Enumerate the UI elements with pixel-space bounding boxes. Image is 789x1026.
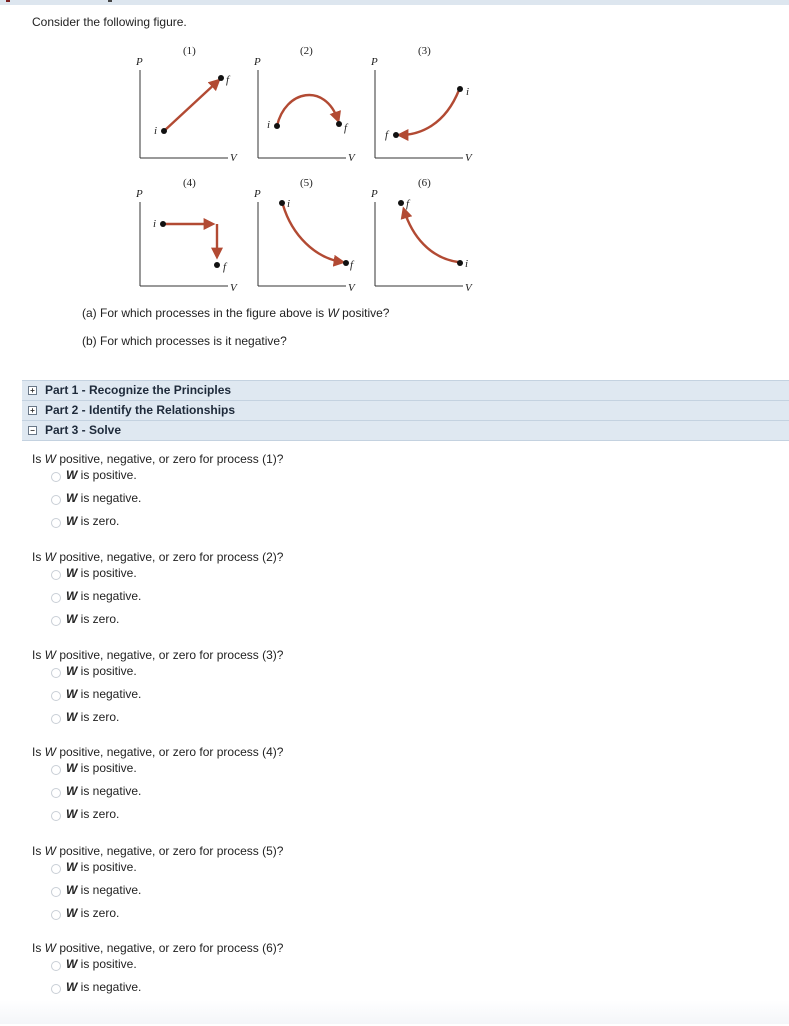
pv-diagram-figure — [120, 40, 500, 300]
option-variable: W — [66, 807, 78, 821]
question-variable: W — [44, 745, 56, 759]
option-variable: W — [66, 664, 78, 678]
radio-button[interactable] — [51, 495, 61, 505]
panel-1 — [135, 45, 238, 164]
radio-button[interactable] — [51, 984, 61, 994]
question-body: positive, negative, or zero for process (2)? — [56, 550, 284, 564]
process-path — [283, 205, 342, 262]
initial-point — [457, 260, 463, 266]
x-axis-label: V — [230, 282, 237, 294]
radio-button[interactable] — [51, 691, 61, 701]
initial-point — [161, 128, 167, 134]
question-variable: W — [44, 452, 56, 466]
y-axis-label: P — [136, 56, 143, 68]
radio-button[interactable] — [51, 788, 61, 798]
option-label: is negative. — [77, 980, 142, 994]
final-label: f — [406, 198, 410, 210]
part-label: Part 3 - Solve — [45, 423, 122, 437]
option-variable: W — [66, 980, 78, 994]
panel-5 — [253, 177, 356, 294]
radio-button[interactable] — [51, 714, 61, 724]
part-2-header[interactable] — [22, 401, 789, 421]
final-point — [398, 200, 404, 206]
question-text — [32, 550, 432, 564]
initial-label: i — [287, 198, 291, 210]
question-prefix: Is — [32, 648, 45, 662]
option-variable: W — [66, 784, 78, 798]
radio-button[interactable] — [51, 593, 61, 603]
final-label: f — [223, 261, 227, 273]
radio-button[interactable] — [51, 910, 61, 920]
radio-button[interactable] — [51, 518, 61, 528]
initial-label: i — [154, 125, 158, 137]
question-a-suffix: positive? — [338, 306, 390, 320]
option-variable: W — [66, 612, 78, 626]
final-point — [393, 132, 399, 138]
initial-point — [457, 86, 463, 92]
question-body: positive, negative, or zero for process (5)? — [56, 844, 284, 858]
option-variable: W — [66, 566, 78, 580]
x-axis-label: V — [465, 152, 472, 164]
final-label: f — [350, 259, 354, 271]
option-label: is negative. — [77, 784, 142, 798]
question-text — [32, 844, 432, 858]
option-positive[interactable] — [32, 761, 432, 784]
final-point — [214, 262, 220, 268]
option-label: is zero. — [77, 710, 120, 724]
option-label: is positive. — [77, 860, 137, 874]
expand-icon[interactable]: + — [28, 386, 37, 395]
process-path — [164, 81, 218, 131]
initial-point — [279, 200, 285, 206]
option-variable: W — [66, 710, 78, 724]
part-label: Part 1 - Recognize the Principles — [45, 383, 232, 397]
question-process-1 — [32, 452, 432, 537]
option-label: is positive. — [77, 664, 137, 678]
question-body: positive, negative, or zero for process (6)? — [56, 941, 284, 955]
question-body: positive, negative, or zero for process (1)? — [56, 452, 284, 466]
option-variable: W — [66, 761, 78, 775]
option-label: is positive. — [77, 957, 137, 971]
option-negative[interactable] — [32, 784, 432, 807]
option-zero[interactable] — [32, 906, 432, 929]
radio-button[interactable] — [51, 668, 61, 678]
option-negative[interactable] — [32, 589, 432, 612]
question-prefix: Is — [32, 941, 45, 955]
option-variable: W — [66, 491, 78, 505]
y-axis-label: P — [254, 56, 261, 68]
radio-button[interactable] — [51, 616, 61, 626]
option-label: is negative. — [77, 883, 142, 897]
option-variable: W — [66, 906, 78, 920]
option-positive[interactable] — [32, 860, 432, 883]
option-zero[interactable] — [32, 514, 432, 537]
final-label: f — [385, 129, 389, 141]
option-label: is negative. — [77, 589, 142, 603]
panel-number: (1) — [183, 45, 196, 57]
option-label: is positive. — [77, 468, 137, 482]
parts-accordion — [22, 380, 789, 441]
option-label: is zero. — [77, 807, 120, 821]
top-border-mark — [6, 0, 10, 2]
expand-icon[interactable]: + — [28, 406, 37, 415]
question-a — [82, 306, 389, 320]
option-negative[interactable] — [32, 687, 432, 710]
panel-number: (2) — [300, 45, 313, 57]
radio-button[interactable] — [51, 887, 61, 897]
final-point — [336, 121, 342, 127]
panel-number: (4) — [183, 177, 196, 189]
question-process-4 — [32, 745, 432, 830]
question-a-variable: W — [327, 306, 339, 320]
initial-label: i — [267, 119, 271, 131]
option-variable: W — [66, 514, 78, 528]
option-variable: W — [66, 957, 78, 971]
radio-button[interactable] — [51, 765, 61, 775]
initial-label: i — [153, 218, 157, 230]
question-body: positive, negative, or zero for process (3)? — [56, 648, 284, 662]
radio-button[interactable] — [51, 472, 61, 482]
option-positive[interactable] — [32, 957, 432, 980]
top-border — [0, 0, 789, 5]
panel-6 — [370, 177, 473, 294]
x-axis-label: V — [348, 282, 355, 294]
x-axis-label: V — [348, 152, 355, 164]
radio-button[interactable] — [51, 961, 61, 971]
panel-2 — [253, 45, 356, 164]
option-label: is zero. — [77, 612, 120, 626]
panel-number: (5) — [300, 177, 313, 189]
part-1-header[interactable] — [22, 380, 789, 401]
final-point — [218, 75, 224, 81]
option-positive[interactable] — [32, 566, 432, 589]
question-b: (b) For which processes is it negative? — [82, 334, 287, 348]
question-a-prefix: (a) For which processes in the figure above is — [82, 306, 328, 320]
option-label: is negative. — [77, 687, 142, 701]
final-label: f — [344, 122, 348, 134]
panel-3 — [370, 45, 473, 164]
initial-point — [274, 123, 280, 129]
question-prefix: Is — [32, 452, 45, 466]
question-text — [32, 648, 432, 662]
y-axis-label: P — [254, 188, 261, 200]
question-variable: W — [44, 550, 56, 564]
option-positive[interactable] — [32, 664, 432, 687]
option-zero[interactable] — [32, 807, 432, 830]
question-prefix: Is — [32, 550, 45, 564]
option-zero[interactable] — [32, 710, 432, 733]
panel-4 — [135, 177, 238, 294]
part-3-header[interactable] — [22, 421, 789, 441]
intro-text: Consider the following figure. — [32, 15, 187, 29]
bottom-shade — [0, 1000, 789, 1024]
radio-button[interactable] — [51, 864, 61, 874]
option-label: is negative. — [77, 491, 142, 505]
option-label: is positive. — [77, 566, 137, 580]
y-axis-label: P — [371, 56, 378, 68]
part-label: Part 2 - Identify the Relationships — [45, 403, 236, 417]
option-label: is positive. — [77, 761, 137, 775]
x-axis-label: V — [465, 282, 472, 294]
question-process-2 — [32, 550, 432, 635]
option-positive[interactable] — [32, 468, 432, 491]
initial-label: i — [465, 258, 469, 270]
final-label: f — [226, 74, 230, 86]
top-border-mark — [108, 0, 112, 2]
y-axis-label: P — [371, 188, 378, 200]
option-variable: W — [66, 468, 78, 482]
initial-point — [160, 221, 166, 227]
option-zero[interactable] — [32, 612, 432, 635]
option-label: is zero. — [77, 514, 120, 528]
option-label: is zero. — [77, 906, 120, 920]
question-text — [32, 941, 432, 955]
question-text — [32, 452, 432, 466]
collapse-icon[interactable]: − — [28, 426, 37, 435]
question-variable: W — [44, 844, 56, 858]
process-path — [404, 210, 458, 262]
option-variable: W — [66, 883, 78, 897]
x-axis-label: V — [230, 152, 237, 164]
question-variable: W — [44, 941, 56, 955]
question-process-3 — [32, 648, 432, 733]
question-text — [32, 745, 432, 759]
option-negative[interactable] — [32, 491, 432, 514]
question-body: positive, negative, or zero for process (4)? — [56, 745, 284, 759]
process-path — [400, 90, 459, 135]
final-point — [343, 260, 349, 266]
option-variable: W — [66, 687, 78, 701]
process-path — [277, 95, 338, 126]
question-prefix: Is — [32, 844, 45, 858]
question-prefix: Is — [32, 745, 45, 759]
panel-number: (6) — [418, 177, 431, 189]
initial-label: i — [466, 86, 470, 98]
option-negative[interactable] — [32, 883, 432, 906]
question-variable: W — [44, 648, 56, 662]
option-variable: W — [66, 589, 78, 603]
radio-button[interactable] — [51, 570, 61, 580]
radio-button[interactable] — [51, 811, 61, 821]
panel-number: (3) — [418, 45, 431, 57]
option-variable: W — [66, 860, 78, 874]
y-axis-label: P — [136, 188, 143, 200]
question-process-5 — [32, 844, 432, 929]
